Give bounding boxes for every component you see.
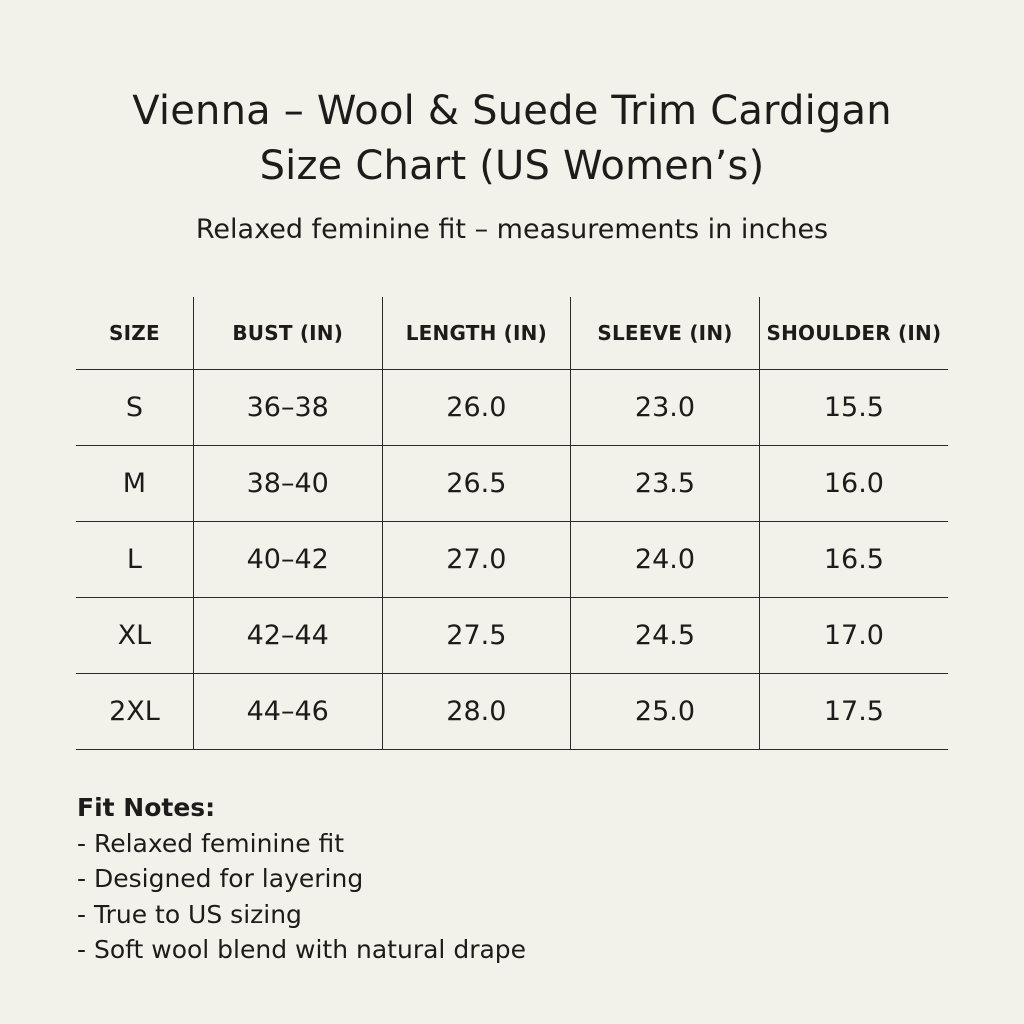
table-row bbox=[76, 674, 948, 750]
table-row bbox=[76, 370, 948, 446]
sleeve-cell: 25.0 bbox=[571, 674, 760, 750]
length-cell: 26.0 bbox=[382, 370, 571, 446]
shoulder-cell: 17.0 bbox=[759, 598, 948, 674]
size-cell: L bbox=[76, 522, 193, 598]
shoulder-cell: 17.5 bbox=[759, 674, 948, 750]
shoulder-cell: 15.5 bbox=[759, 370, 948, 446]
table-row bbox=[76, 446, 948, 522]
bust-cell: 44–46 bbox=[193, 674, 382, 750]
fit-note-item: - True to US sizing bbox=[77, 897, 526, 933]
bust-cell: 36–38 bbox=[193, 370, 382, 446]
bust-cell: 40–42 bbox=[193, 522, 382, 598]
table-row bbox=[76, 598, 948, 674]
header-sleeve: SLEEVE (IN) bbox=[571, 297, 760, 370]
size-cell: M bbox=[76, 446, 193, 522]
fit-note-item: - Designed for layering bbox=[77, 861, 526, 897]
sleeve-cell: 24.5 bbox=[571, 598, 760, 674]
fit-notes-title: Fit Notes: bbox=[77, 793, 216, 822]
size-cell: 2XL bbox=[76, 674, 193, 750]
header-length: LENGTH (IN) bbox=[382, 297, 571, 370]
length-cell: 28.0 bbox=[382, 674, 571, 750]
length-cell: 27.5 bbox=[382, 598, 571, 674]
header-size: SIZE bbox=[76, 297, 193, 370]
fit-notes-list bbox=[77, 826, 526, 968]
table-header-row bbox=[76, 297, 948, 370]
chart-title-line-2: Size Chart (US Women’s) bbox=[259, 143, 765, 189]
bust-cell: 38–40 bbox=[193, 446, 382, 522]
header-bust: BUST (IN) bbox=[193, 297, 382, 370]
header-shoulder: SHOULDER (IN) bbox=[759, 297, 948, 370]
fit-note-item: - Relaxed feminine fit bbox=[77, 826, 526, 862]
size-cell: XL bbox=[76, 598, 193, 674]
shoulder-cell: 16.0 bbox=[759, 446, 948, 522]
bust-cell: 42–44 bbox=[193, 598, 382, 674]
length-cell: 27.0 bbox=[382, 522, 571, 598]
sleeve-cell: 23.5 bbox=[571, 446, 760, 522]
size-chart-table bbox=[76, 297, 948, 750]
size-cell: S bbox=[76, 370, 193, 446]
fit-note-item: - Soft wool blend with natural drape bbox=[77, 932, 526, 968]
fit-notes bbox=[77, 790, 526, 968]
chart-subtitle: Relaxed feminine fit – measurements in inches bbox=[195, 214, 829, 245]
table-row bbox=[76, 522, 948, 598]
sleeve-cell: 23.0 bbox=[571, 370, 760, 446]
shoulder-cell: 16.5 bbox=[759, 522, 948, 598]
length-cell: 26.5 bbox=[382, 446, 571, 522]
chart-title-line-1: Vienna – Wool & Suede Trim Cardigan bbox=[132, 88, 892, 134]
sleeve-cell: 24.0 bbox=[571, 522, 760, 598]
